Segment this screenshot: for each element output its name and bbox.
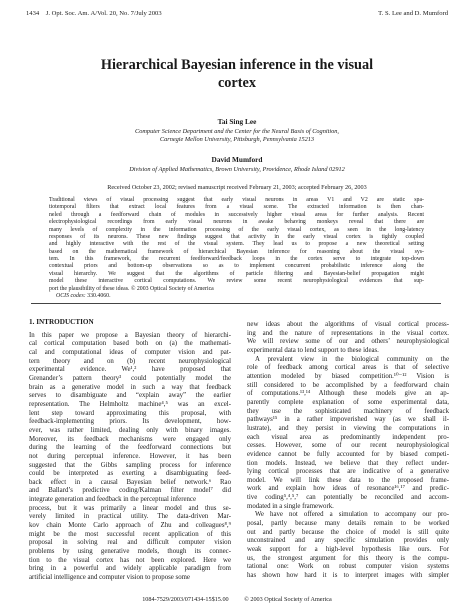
abstract-line: contextual priors and bottom-up observations so as to implement concurrent probabilistic inference along the [49,263,424,270]
body-text-line: proposal in solving real and difficult computer vision [29,539,231,547]
body-text-line: artificial intelligence and computer vision to propose some [29,574,190,582]
body-text-line: experimental evidence. We¹,² have proposed that [29,366,231,374]
affiliation-2-line-1: Division of Applied Mathematics, Brown University, Providence, Rhode Island 02912 [129,166,345,173]
body-text-line: brain as a generative model in such a way that feedback [29,383,231,391]
body-text-line: has shown how hard it is to interpret images with simpler [247,572,449,580]
abstract-line: port the plausibility of these ideas. © 2003 Optical Society of America [49,285,214,292]
body-text-line: representation. The Helmholtz machine⁴,⁵ was an excel- [29,400,231,408]
abstract-line: model these interactive cortical computations. We review some recent neurophysiological evidences that sup- [49,278,424,285]
body-text-line: unconstrained and any specific simulation provides only [247,537,449,545]
abstract-line: many levels of complexity in the information processing of the early visual cortex, as seen in the long-latency [49,226,424,233]
abstract-line: visual hierarchy. We suggest that the algorithms of particle filtering and Bayesian-belief propagation might [49,270,424,277]
body-text-line: tern theory and on (b) recent neurophysiological [29,357,231,365]
body-text-line: attention modeled by biased competition.¹⁰⁻¹² Vision is [247,372,449,380]
body-text-line: tion to the visual cortex has not been explored. Here we [29,556,231,564]
affiliation-1-line-1: Computer Science Department and the Center for the Neural Basis of Cognition, [135,128,339,135]
body-text-line: of computations.¹³,¹⁴ Although these models give an ap- [247,390,449,398]
abstract-line: neled through a feedforward chain of modules in successively higher visual areas for further analysis. Recent [49,211,424,218]
body-text-line: not during perceptual inference. However, it has been [29,452,231,460]
body-text-line: still considered to be accomplished by a feedforward chain [247,381,449,389]
body-text-line: lent step toward approximating this proposal, with [29,409,231,417]
ocis-value: 330.4060. [87,292,111,299]
body-text-line: evidence cannot be fully accounted for by biased competi- [247,450,449,458]
paper-title-line-1: Hierarchical Bayesian inference in the visual [100,57,374,73]
body-text-line: out and partly because the choice of model is still quite [247,528,449,536]
body-text-line: model. We will link these data to the proposed frame- [247,476,449,484]
paper-title-line-2: cortex [217,75,257,91]
body-text-line: weak support for a high-level hypothesis like ours. For [247,546,449,554]
body-text-line: lying cortical processes that are indicative of a generative [247,468,449,476]
body-text-line: back effect in a causal Bayesian belief network.⁶ Rao [29,478,231,486]
body-text-line: ever, was rather limited, dealing only with binary images. [29,426,231,434]
left-column-body [29,332,231,583]
body-text-line: kov chain Monte Carlo approach of Zhu and colleagues⁸,⁹ [29,522,231,530]
body-text-line: Grenander’s pattern theory³ could potentially model the [29,374,231,382]
body-text-line: We have not offered a simulation to accompany our pro- [255,511,449,519]
section-divider [31,303,441,304]
ocis-label: OCIS codes: [56,292,86,299]
author-name-2: David Mumford [211,155,263,164]
body-text-line: serves to disambiguate and “explain away” the earlier [29,392,231,400]
body-text-line: Moreover, its feedback mechanisms were engaged only [29,435,231,443]
body-text-line: integrate generation and feedback in the perceptual inference [29,496,197,504]
body-text-line: posal, partly because many details remain to be worked [247,520,449,528]
body-text-line: problems by using generative models, though its connec- [29,548,231,556]
body-text-line: tive coding⁵,⁴,⁵,⁷ can potentially be reconciled and accom- [247,494,449,502]
body-text-line: modated in a single framework. [247,502,334,510]
body-text-line: ing and the nature of representations in the visual cortex. [247,329,449,337]
body-text-line: bring in a powerful and widely applicable paradigm from [29,565,231,573]
body-text-line: they use the sophisticated machinery of feedback [247,407,449,415]
running-header-left: 1434 J. Opt. Soc. Am. A/Vol. 20, No. 7/July 2003 [26,10,162,17]
abstract-line: electrophysiological recordings from early visual neurons in awake behaving monkeys reveal that there are [49,219,424,226]
body-text-line: tational one: Work on robust computer vision systems [247,563,449,571]
body-text-line: could be interpreted as exerting a disambiguating feed- [29,470,231,478]
body-text-line: suggested that the Gibbs sampling process for inference [29,461,231,469]
section-heading: 1. INTRODUCTION [29,318,94,326]
right-column-body [247,321,449,581]
body-text-line: verely limited in practical utility. The data-driven Mar- [29,513,231,521]
body-text-line: process, but it was primarily a linear model and thus se- [29,504,231,512]
page-footer: 1084-7529/2003/071434-15$15.00 © 2003 Optical Society of America [142,596,332,603]
body-text-line: work and explain how ideas of resonance¹⁶,¹⁷ and predic- [247,485,449,493]
author-affiliation-1 [0,128,474,145]
affiliation-1-line-2: Carnegie Mellon University, Pittsburgh, Pennsylvania 15213 [159,136,315,144]
body-text-line: We will review some of our and others’ neurophysiological [247,338,449,346]
author-affiliation-2 [0,166,474,174]
body-text-line: might be the most successful recent application of this [29,530,231,538]
body-text-line: feedback-implementing priors. Its development, how- [29,418,231,426]
abstract-line: tiotemporal filters that extract local features from a visual scene. The extracted information is then chan- [49,204,424,211]
running-header [26,10,448,20]
paper-title [0,56,474,92]
abstract-line: responses of its neurons. These new findings suggest that activity in the early visual cortex is tightly coupled [49,233,424,240]
body-text-line: lustrate), and they persist in viewing the computations in [247,424,449,432]
body-text-line: cal and computational ideas of computer vision and pat- [29,348,231,356]
body-text-line: and Ballard’s predictive coding/Kalman filter model⁷ did [29,487,231,495]
body-text-line: new ideas about the algorithms of visual cortical process- [247,321,449,328]
abstract-line: based on the mathematical framework of hierarchical Bayesian inference for reasoning about the visual sys- [49,248,424,255]
body-text-line: experimental data to lend support to these ideas. [247,346,379,354]
body-text-line: parently complete explanation of some experimental data, [247,398,449,406]
left-column [29,318,231,583]
body-text-line: pathways¹⁵ in a rather impoverished way (as we shall il- [247,416,449,424]
body-text-line: during the learning of the feedforward connections but [29,444,231,452]
ocis-codes [49,293,424,300]
body-text-line: cesses. However, some of our recent neurophysiological [247,442,449,450]
received-dates: Received October 23, 2002; revised manuscript received February 21, 2003; accepted February 26, 2003 [107,184,367,191]
abstract-line: Traditional views of visual processing suggest that early visual neurons in areas V1 and V2 are static spa- [49,197,424,203]
body-text-line: A prevalent view in the biological community on the [255,355,449,363]
body-text-line: In this paper we propose a Bayesian theory of hierarchi- [29,331,231,339]
body-text-line: us, the strongest argument for this theory is the compu- [247,554,449,562]
body-text-line: role of feedback among cortical areas is that of selective [247,364,449,372]
body-text-line: tion models. Instead, we believe that they reflect under- [247,459,449,467]
author-name-1: Tai Sing Lee [217,117,257,126]
body-text-line: cal cortical computation based both on (a) the mathemati- [29,340,231,348]
abstract-line: tem. In this framework, the recurrent feedforward/feedback loops in the cortex serve to integrate top-down [49,256,424,262]
abstract-line: and highly interactive with the rest of the visual system. They lead us to propose a new theoretical setting [49,241,424,248]
right-column [247,321,449,581]
body-text-line: each visual area as predominantly independent pro- [247,433,449,441]
abstract [49,197,424,300]
running-header-right: T. S. Lee and D. Mumford [378,10,448,17]
